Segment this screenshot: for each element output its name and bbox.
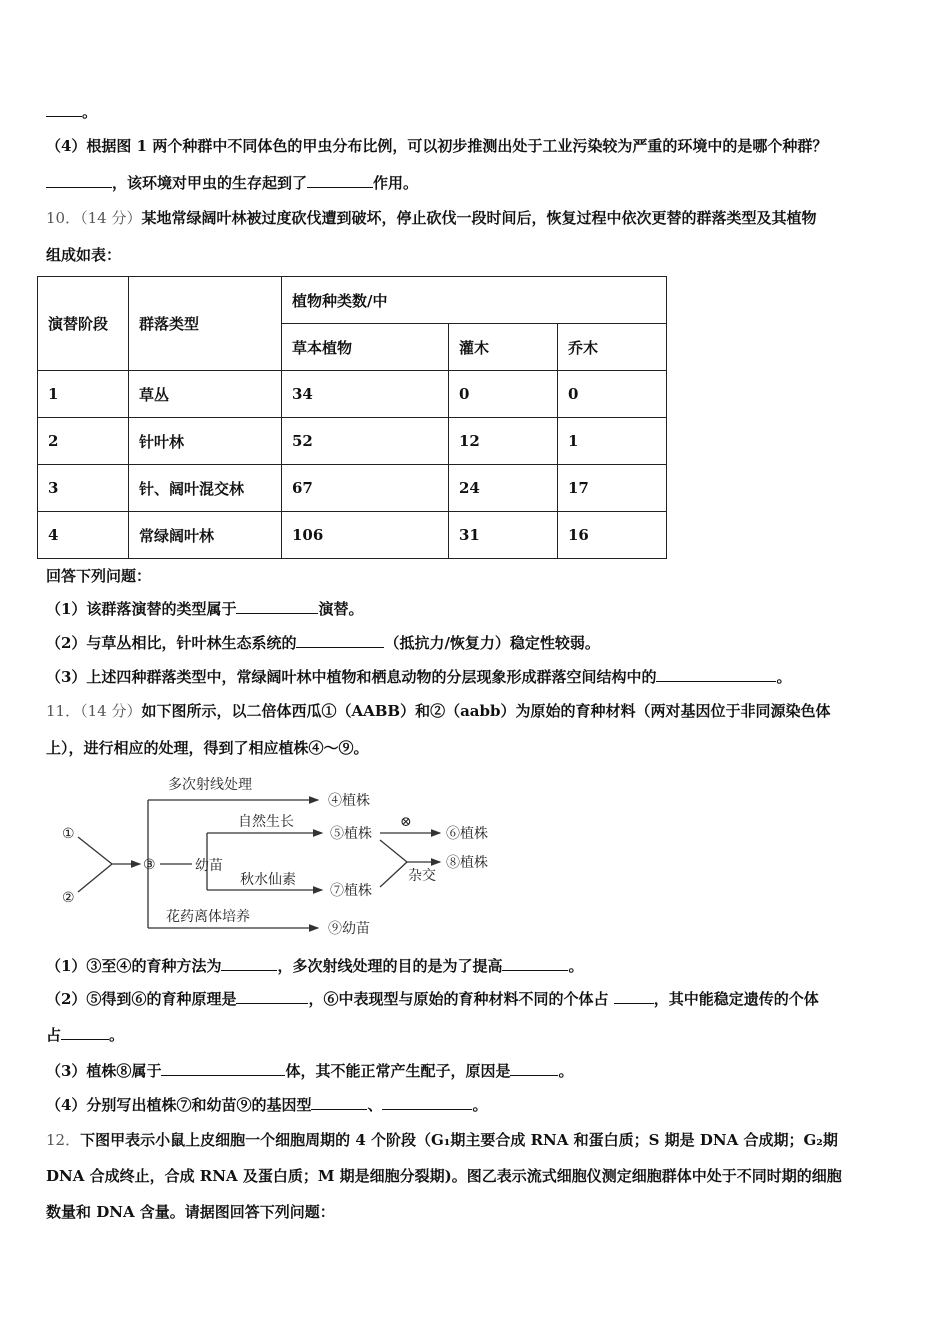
text: （1）③至④的育种方法为 xyxy=(46,957,222,975)
text: 占 xyxy=(46,1026,62,1044)
table-row xyxy=(38,465,667,512)
cell-herb: 34 xyxy=(282,371,449,418)
table-row xyxy=(38,418,667,465)
answer-blank[interactable] xyxy=(502,956,568,971)
text: ，该环境对甲虫的生存起到了 xyxy=(112,174,308,192)
cell-type: 草丛 xyxy=(129,371,282,418)
text: 、 xyxy=(367,1096,383,1114)
answer-blank[interactable] xyxy=(221,956,277,971)
cell-stage: 4 xyxy=(38,512,129,559)
cell-stage: 1 xyxy=(38,371,129,418)
text: 下图甲表示小鼠上皮细胞一个细胞周期的 4 个阶段（G₁期主要合成 RNA 和蛋白质；S 期是 DNA 合成期；G₂期 xyxy=(80,1131,838,1149)
cell-type: 针叶林 xyxy=(129,418,282,465)
text: 某地常绿阔叶林被过度砍伐遭到破坏，停止砍伐一段时间后，恢复过程中依次更替的群落类型及其植物 xyxy=(141,209,817,227)
text: 演替。 xyxy=(318,600,364,618)
table-row xyxy=(38,371,667,418)
cross-label: 杂交 xyxy=(408,868,436,884)
cell-herb: 52 xyxy=(282,418,449,465)
node-3: ③ xyxy=(143,857,156,873)
q11-2-cont xyxy=(46,1025,916,1045)
q12-stem-cont: DNA 合成终止，合成 RNA 及蛋白质；M 期是细胞分裂期)。图乙表示流式细胞仪测定细胞群体中处于不同时期的细胞 xyxy=(46,1167,842,1185)
answer-blank[interactable] xyxy=(614,989,654,1004)
text: 。 xyxy=(568,957,584,975)
q11-1 xyxy=(46,956,916,976)
plant-7: ⑦植株 xyxy=(330,883,372,899)
text: ，多次射线处理的目的是为了提高 xyxy=(277,957,503,975)
table-row xyxy=(38,512,667,559)
line-0 xyxy=(46,102,916,122)
text: （2）⑤得到⑥的育种原理是 xyxy=(46,990,237,1008)
text: 作用。 xyxy=(373,174,419,192)
cell-herb: 67 xyxy=(282,465,449,512)
plant-6: ⑥植株 xyxy=(446,826,488,842)
header-herb: 草本植物 xyxy=(282,324,449,371)
cell-tree: 1 xyxy=(558,418,667,465)
answer-blank[interactable] xyxy=(46,102,82,117)
text: （2）与草丛相比，针叶林生态系统的 xyxy=(46,634,297,652)
answer-blank[interactable] xyxy=(510,1061,558,1076)
cell-shrub: 12 xyxy=(449,418,558,465)
selfing-symbol: ⊗ xyxy=(400,814,412,830)
text: （3）植株⑧属于 xyxy=(46,1062,162,1080)
cell-tree: 0 xyxy=(558,371,667,418)
seedling-9: ⑨幼苗 xyxy=(328,921,370,937)
answer-blank[interactable] xyxy=(296,633,384,648)
cell-stage: 3 xyxy=(38,465,129,512)
succession-table xyxy=(37,276,667,559)
answer-blank[interactable] xyxy=(236,989,308,1004)
q9-4-answer-line xyxy=(46,173,916,193)
q11-stem-cont: 上），进行相应的处理，得到了相应植株④～⑨。 xyxy=(46,739,369,757)
text: （4）分别写出植株⑦和幼苗⑨的基因型 xyxy=(46,1096,312,1114)
answer-blank[interactable] xyxy=(307,173,373,188)
radiation-label: 多次射线处理 xyxy=(168,777,252,793)
cell-tree: 17 xyxy=(558,465,667,512)
header-tree: 乔木 xyxy=(558,324,667,371)
text: ，其中能稳定遗传的个体 xyxy=(653,990,819,1008)
question-number: 10．（14 分） xyxy=(46,209,142,227)
text: （抵抗力/恢复力）稳定性较弱。 xyxy=(384,634,600,652)
cell-shrub: 31 xyxy=(449,512,558,559)
answer-blank[interactable] xyxy=(46,173,112,188)
cell-shrub: 24 xyxy=(449,465,558,512)
cell-herb: 106 xyxy=(282,512,449,559)
answer-blank[interactable] xyxy=(236,599,318,614)
seedling-label: 幼苗 xyxy=(195,858,223,874)
plant-4: ④植株 xyxy=(328,793,370,809)
answer-blank[interactable] xyxy=(311,1095,367,1110)
plant-5: ⑤植株 xyxy=(330,826,372,842)
q10-1 xyxy=(46,599,916,619)
header-shrub: 灌木 xyxy=(449,324,558,371)
answer-blank[interactable] xyxy=(382,1095,472,1110)
cell-type: 常绿阔叶林 xyxy=(129,512,282,559)
text: （1）该群落演替的类型属于 xyxy=(46,600,237,618)
text: （3）上述四种群落类型中，常绿阔叶林中植物和栖息动物的分层现象形成群落空间结构中的 xyxy=(46,668,657,686)
q12-stem-cont2: 数量和 DNA 含量。请据图回答下列问题： xyxy=(46,1203,335,1221)
answer-blank[interactable] xyxy=(161,1061,285,1076)
colchicine-label: 秋水仙素 xyxy=(240,872,296,888)
q10-stem-cont: 组成如表： xyxy=(46,246,122,264)
question-number: 11．（14 分） xyxy=(46,702,142,720)
q10-3 xyxy=(46,667,916,687)
q10-answer-prompt: 回答下列问题： xyxy=(46,567,152,585)
answer-blank[interactable] xyxy=(61,1025,109,1040)
cell-tree: 16 xyxy=(558,512,667,559)
text: 。 xyxy=(558,1062,574,1080)
question-number: 12． xyxy=(46,1131,81,1149)
header-species: 植物种类数/中 xyxy=(282,277,667,324)
node-1: ① xyxy=(62,826,75,842)
text: 。 xyxy=(109,1026,125,1044)
text: ，⑥中表现型与原始的育种材料不同的个体占 xyxy=(308,990,614,1008)
cell-shrub: 0 xyxy=(449,371,558,418)
q9-4-prompt: （4）根据图 1 两个种群中不同体色的甲虫分布比例，可以初步推测出处于工业污染较为严重的环境中的是哪个种群？ xyxy=(46,137,828,155)
answer-blank[interactable] xyxy=(656,667,776,682)
q11-4 xyxy=(46,1095,916,1115)
natural-growth-label: 自然生长 xyxy=(238,814,294,830)
node-2: ② xyxy=(62,890,75,906)
header-type: 群落类型 xyxy=(129,277,282,371)
header-stage: 演替阶段 xyxy=(38,277,129,371)
plant-8: ⑧植株 xyxy=(446,855,488,871)
q11-stem xyxy=(46,701,916,721)
q10-2 xyxy=(46,633,916,653)
text: 。 xyxy=(82,103,98,121)
anther-culture-label: 花药离体培养 xyxy=(166,909,250,925)
breeding-diagram xyxy=(40,760,520,950)
text: 体，其不能正常产生配子，原因是 xyxy=(285,1062,511,1080)
q11-3 xyxy=(46,1061,916,1081)
q11-2 xyxy=(46,989,916,1009)
text: 。 xyxy=(472,1096,488,1114)
text: 如下图所示，以二倍体西瓜①（AABB）和②（aabb）为原始的育种材料（两对基因位于非同源染色体 xyxy=(141,702,831,720)
cell-type: 针、阔叶混交林 xyxy=(129,465,282,512)
cell-stage: 2 xyxy=(38,418,129,465)
q12-stem xyxy=(46,1130,916,1150)
q10-stem xyxy=(46,208,916,228)
text: 。 xyxy=(776,668,792,686)
